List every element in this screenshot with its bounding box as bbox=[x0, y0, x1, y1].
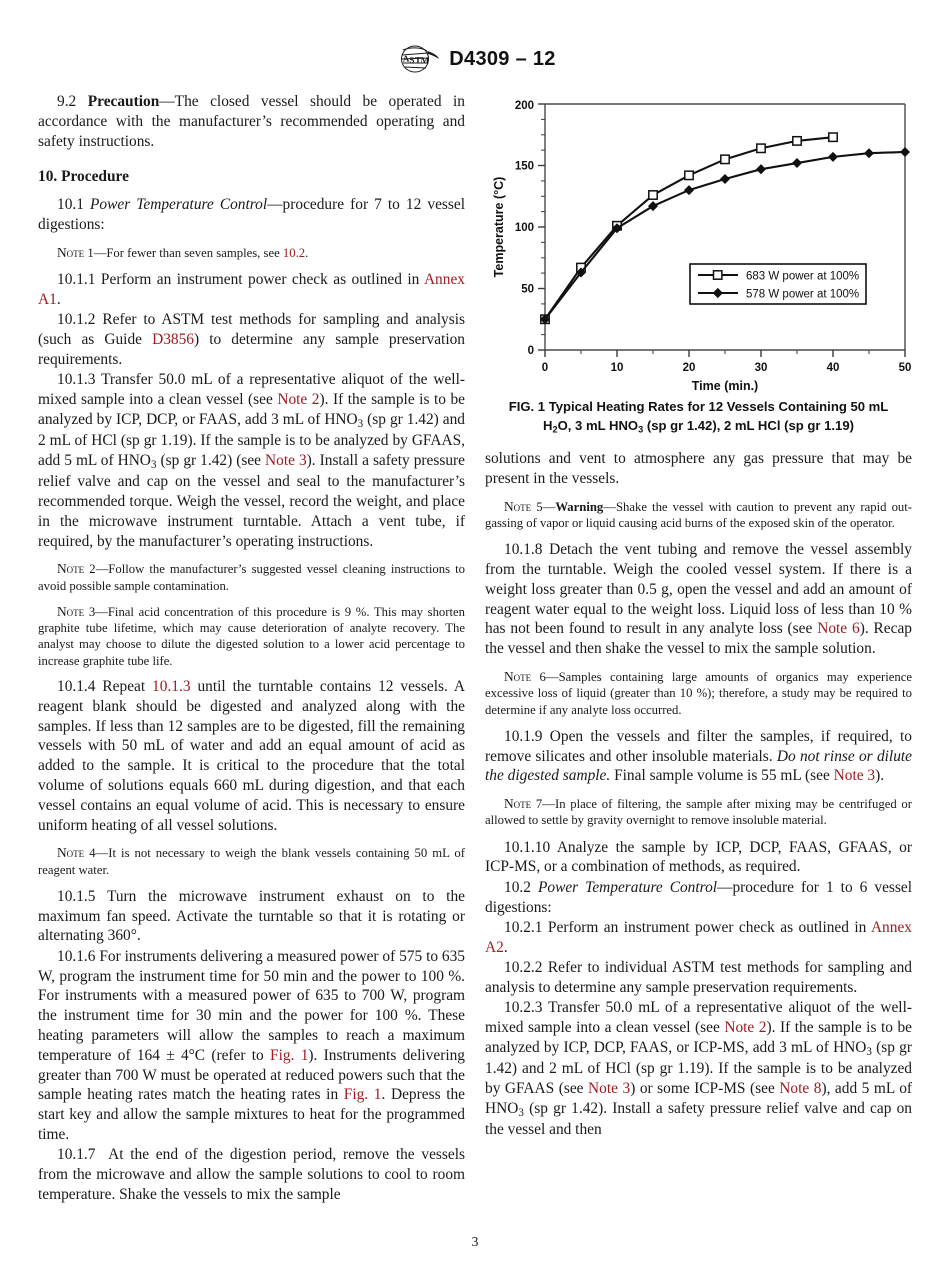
para-text-2: ). If the sample is to be analyzed by ICP, DCP, or FAAS, add 3 mL of HNO bbox=[38, 391, 465, 428]
data-point-filled-diamond bbox=[793, 159, 802, 168]
paragraph-10-2 bbox=[485, 878, 912, 918]
para-number: 10.1.10 bbox=[504, 838, 551, 856]
cross-reference-note-2[interactable]: Note 2 bbox=[724, 1018, 767, 1036]
paragraph-10-1-9 bbox=[485, 727, 912, 786]
legend-label-series-1: 683 W power at 100% bbox=[746, 270, 860, 283]
paragraph-9-2 bbox=[38, 92, 465, 151]
note-text: Shake the vessel with caution to prevent any rapid out-gassing of vapor or liquid causing acid burns of the exposed skin of the operator. bbox=[485, 499, 913, 530]
paragraph-10-1-2 bbox=[38, 310, 465, 369]
data-point-filled-diamond bbox=[685, 186, 694, 195]
cross-reference-note-3[interactable]: Note 3 bbox=[588, 1079, 631, 1097]
x-axis-tick-labels bbox=[542, 362, 912, 374]
para-text-3: (sp gr 1.42) and 2 mL of HCl (sp gr 1.19). If the sample is to be analyzed by GFAAS, add 5 mL of HNO bbox=[38, 410, 465, 469]
subscript-3: 3 bbox=[150, 459, 157, 472]
para-text-before: Refer to ASTM test methods for sampling and analysis (such as Guide bbox=[38, 311, 465, 349]
page-number: 3 bbox=[471, 1234, 479, 1249]
paragraph-10-1-1 bbox=[38, 270, 465, 310]
page-header bbox=[0, 44, 950, 74]
svg-text:T: T bbox=[415, 55, 422, 66]
para-text: At the end of the digestion period, remove the vessels from the microwave and allow the sample solutions to cool to room temperature. Shake the vessels to mix the sample bbox=[38, 1146, 465, 1203]
para-text: procedure for 7 to 12 vessel digestions: bbox=[38, 196, 465, 234]
para-number: 10.1 bbox=[57, 196, 84, 214]
x-axis-label: Time (min.) bbox=[691, 379, 759, 393]
paragraph-10-1 bbox=[38, 195, 465, 235]
data-point-filled-diamond bbox=[829, 153, 838, 162]
chart-axes bbox=[545, 104, 905, 350]
cross-reference-note-2[interactable]: Note 2 bbox=[277, 391, 320, 409]
para-text-3: ). bbox=[875, 767, 885, 785]
note-number: 2— bbox=[84, 562, 109, 577]
note-6 bbox=[485, 668, 912, 718]
para-number: 10.1.3 bbox=[57, 371, 96, 389]
para-text-5: ). Install a safety pressure relief valve and cap on the vessel and seal to the manufacturer’s recommended torque. Weigh the vessel, record the weight, and place in the microwave instrument turntable. Attach a vent tube, if required, by the manufacturer’s operating instructions. bbox=[38, 451, 465, 550]
x-tick-label-10: 10 bbox=[610, 362, 624, 374]
x-tick-label-50: 50 bbox=[898, 362, 912, 374]
y-axis-ticks bbox=[538, 104, 545, 350]
subscript-3: 3 bbox=[357, 417, 364, 430]
cross-reference-note-6[interactable]: Note 6 bbox=[817, 620, 860, 638]
figure-1 bbox=[485, 92, 912, 436]
para-number: 10.1.7 bbox=[57, 1146, 96, 1164]
caption-subscript-3: 3 bbox=[638, 424, 644, 435]
note-label: Note bbox=[57, 845, 85, 861]
para-number: 10.2.3 bbox=[504, 999, 543, 1017]
para-text-2: until the turntable contains 12 vessels. A reagent blank should be digested and analyzed along with the samples. If less than 12 samples are to be digested, fill the remaining vessels with 50 mL of water and add an equal amount of acid as added to the sample. It is critical to the procedure that the total volume of solutions equals 660 mL during digestion, and that each vessel contains an equal volume of acid. This is necessary to ensure uniform heating of all vessel solutions. bbox=[38, 677, 465, 834]
y-axis-label: Temperature (°C) bbox=[492, 176, 506, 278]
svg-text:A: A bbox=[402, 53, 410, 64]
paragraph-10-1-3 bbox=[38, 370, 465, 551]
cross-reference-10-1-3[interactable]: 10.1.3 bbox=[152, 677, 191, 695]
note-number: 6— bbox=[531, 670, 559, 685]
caption-subscript-2: 2 bbox=[552, 424, 558, 435]
note-warning-lead: Warning bbox=[555, 499, 604, 514]
para-title: Power Temperature Control bbox=[90, 196, 268, 214]
cross-reference-10-2[interactable]: 10.2 bbox=[282, 245, 306, 260]
caption-line-2-part-c: (sp gr 1.42), 2 mL HCl (sp gr 1.19) bbox=[643, 417, 854, 433]
paragraph-10-1-7 bbox=[38, 1145, 465, 1204]
heating-rates-line-chart bbox=[485, 92, 912, 393]
x-tick-label-0: 0 bbox=[541, 362, 549, 374]
data-point-open-square bbox=[649, 191, 657, 199]
paragraph-10-1-8 bbox=[485, 540, 912, 659]
caption-line-1: FIG. 1 Typical Heating Rates for 12 Vessels Containing 50 mL bbox=[508, 399, 889, 414]
note-5 bbox=[485, 498, 912, 532]
para-italic-emphasis: Do not rinse or dilute the digested sample. bbox=[485, 747, 912, 785]
caption-line-2-part-a: H bbox=[543, 417, 553, 433]
para-lead: Precaution bbox=[87, 93, 160, 110]
data-point-open-square bbox=[793, 137, 801, 145]
data-point-filled-diamond bbox=[721, 175, 730, 184]
svg-text:S: S bbox=[409, 54, 415, 65]
cross-reference-note-3[interactable]: Note 3 bbox=[833, 767, 876, 785]
figure-caption bbox=[485, 398, 912, 436]
para-number: 9.2 bbox=[57, 93, 77, 110]
note-number: 4— bbox=[84, 846, 109, 861]
cross-reference-annex-a1[interactable]: Annex A1 bbox=[38, 271, 465, 309]
subscript-3: 3 bbox=[866, 1045, 872, 1058]
paragraph-10-2-1 bbox=[485, 918, 912, 958]
para-text-5: ), add 5 mL of HNO bbox=[485, 1079, 913, 1117]
note-text: Follow the manufacturer’s suggested vessel cleaning instructions to avoid possible sample contamination. bbox=[38, 562, 466, 593]
para-text-before: Perform an instrument power check as outlined in bbox=[100, 271, 424, 289]
caption-line-2-part-b: O, 3 mL HNO bbox=[557, 417, 639, 433]
paragraph-10-1-4 bbox=[38, 677, 465, 835]
para-text-6: (sp gr 1.42). Install a safety pressure relief valve and cap on the vessel and then bbox=[485, 1099, 912, 1138]
data-point-open-square bbox=[829, 133, 837, 141]
para-text-1: For instruments delivering a measured power of 575 to 635 W, program the instrument time for 50 min and the power to 100 %. For instruments with a measured power of 635 to 700 W, program the instrument time for 30 min and the power for 100 %. These heating parameters will allow the samples to reach a maximum temperature of 164 ± 4°C (refer to bbox=[38, 947, 465, 1064]
data-point-filled-diamond bbox=[757, 165, 766, 174]
svg-text:M: M bbox=[420, 55, 430, 66]
cross-reference-fig-1[interactable]: Fig. 1 bbox=[343, 1086, 382, 1104]
note-label: Note bbox=[57, 244, 85, 260]
note-text: In place of filtering, the sample after mixing may be centrifuged or allowed to settle by gravity overnight to remove insoluble material. bbox=[485, 797, 912, 828]
note-number: 7— bbox=[531, 797, 555, 812]
note-dash: — bbox=[603, 499, 616, 514]
cross-reference-annex-a2[interactable]: Annex A2 bbox=[485, 918, 912, 956]
para-text: Turn the microwave instrument exhaust on to the maximum fan speed. Activate the turntable so that it is rotating or alternating 360°. bbox=[38, 887, 465, 945]
left-column bbox=[38, 92, 465, 1205]
para-number: 10.1.8 bbox=[504, 541, 543, 559]
note-4 bbox=[38, 844, 465, 878]
data-point-open-square bbox=[685, 171, 693, 179]
note-text: Samples containing large amounts of organics may experience excessive loss of liquid (greater than 10 %); therefore, a study may be required to determine if any analyte loss occurred. bbox=[485, 670, 913, 717]
paragraph-10-2-3 bbox=[485, 998, 912, 1140]
document-designation: D4309 – 12 bbox=[449, 47, 556, 70]
para-number: 10.1.2 bbox=[57, 311, 96, 329]
para-text-1: Transfer 50.0 mL of a representative aliquot of the well-mixed sample into a clean vessel (see bbox=[485, 999, 912, 1036]
chart-legend bbox=[690, 264, 866, 304]
para-text-3: . Depress the start key and allow the sample mixtures to heat for the programmed time. bbox=[38, 1086, 466, 1143]
data-point-open-square bbox=[757, 144, 765, 152]
para-text-1: Detach the vent tubing and remove the vessel assembly from the turntable. Weigh the cooled vessel system. If there is a weight loss greater than 0.5 g, open the vessel and add an amount of reagent water equal to the weight loss. Liquid loss of less than 10 % has not been found to result in any analyte loss (see bbox=[485, 541, 912, 638]
note-label: Note bbox=[57, 561, 85, 577]
para-dash: — bbox=[717, 878, 733, 896]
para-number: 10.2 bbox=[504, 878, 531, 896]
x-tick-label-40: 40 bbox=[826, 362, 840, 374]
paragraph-10-1-5 bbox=[38, 887, 465, 946]
para-number: 10.1.9 bbox=[504, 727, 543, 745]
para-dash: — bbox=[267, 196, 283, 214]
cross-reference-note-3[interactable]: Note 3 bbox=[265, 451, 307, 469]
note-number: 5— bbox=[531, 499, 556, 514]
x-tick-label-20: 20 bbox=[682, 362, 696, 374]
para-text-4: ) or some ICP-MS (see bbox=[630, 1079, 780, 1097]
note-text: It is not necessary to weigh the blank vessels containing 50 mL of reagent water. bbox=[38, 846, 465, 877]
para-text-1: Transfer 50.0 mL of a representative aliquot of the well-mixed sample into a clean vessel (see bbox=[38, 371, 465, 409]
para-text-before: Perform an instrument power check as outlined in bbox=[547, 918, 871, 936]
note-label: Note bbox=[504, 498, 532, 514]
para-number: 10.2.2 bbox=[504, 958, 543, 976]
para-text: Analyze the sample by ICP, DCP, FAAS, GFAAS, or ICP-MS, or a combination of methods, as required. bbox=[485, 838, 912, 876]
note-label: Note bbox=[504, 669, 532, 685]
paragraph-continuation: solutions and vent to atmosphere any gas pressure that may be present in the vessels. bbox=[485, 450, 912, 487]
para-text-1: Repeat bbox=[102, 677, 153, 695]
note-text-after: . bbox=[305, 245, 309, 260]
para-text-2: Final sample volume is 55 mL (see bbox=[610, 767, 834, 785]
note-text: Final acid concentration of this procedure is 9 %. This may shorten graphite tube lifetime, which may cause deterioration of analyte recovery. The analyst may choose to dilute the digested solution to a lower acid percentage to increase graphite tube life. bbox=[38, 604, 465, 668]
para-dash: — bbox=[159, 93, 175, 110]
paragraph-10-2-2 bbox=[485, 958, 912, 998]
para-number: 10.1.5 bbox=[57, 887, 96, 905]
note-label: Note bbox=[504, 796, 532, 812]
data-point-filled-diamond bbox=[901, 148, 910, 157]
para-number: 10.1.1 bbox=[57, 271, 96, 289]
cross-reference-d3856[interactable]: D3856 bbox=[152, 331, 194, 349]
para-text-after: . bbox=[503, 938, 508, 956]
section-heading-10: 10. Procedure bbox=[38, 168, 129, 186]
para-number: 10.1.4 bbox=[57, 677, 96, 695]
data-point-open-square bbox=[721, 155, 729, 163]
para-text-1: Open the vessels and filter the samples, if required, to remove silicates and other insoluble materials. bbox=[485, 727, 912, 765]
chart-container bbox=[485, 92, 912, 393]
paragraph-10-1-6 bbox=[38, 947, 465, 1145]
body-columns bbox=[38, 92, 912, 1232]
note-label: Note bbox=[57, 603, 85, 619]
astm-logo-icon bbox=[394, 44, 440, 74]
note-number: 3— bbox=[84, 604, 108, 619]
para-text: Refer to individual ASTM test methods for sampling and analysis to determine any sample preservation requirements. bbox=[485, 958, 912, 996]
para-title: Power Temperature Control bbox=[537, 878, 718, 896]
para-text: procedure for 1 to 6 vessel digestions: bbox=[485, 878, 912, 916]
y-tick-label-100: 100 bbox=[514, 222, 534, 234]
legend-label-series-2: 578 W power at 100% bbox=[746, 288, 860, 301]
note-1 bbox=[38, 244, 465, 261]
note-number: 1— bbox=[84, 245, 107, 260]
para-text-4: (sp gr 1.42) (see bbox=[156, 451, 266, 469]
figure-text-gap bbox=[485, 436, 912, 449]
para-number: 10.2.1 bbox=[504, 918, 543, 936]
legend-marker-open-square bbox=[714, 271, 722, 279]
note-7 bbox=[485, 795, 912, 829]
para-text-after: ) to determine any sample preservation requirements. bbox=[38, 331, 466, 368]
para-number: 10.1.6 bbox=[57, 947, 96, 965]
x-tick-label-30: 30 bbox=[754, 362, 768, 374]
note-text-before: For fewer than seven samples, see bbox=[106, 245, 283, 260]
para-text: The closed vessel should be operated in accordance with the manufacturer’s recommended operating and safety instructions. bbox=[38, 93, 465, 150]
cross-reference-fig-1[interactable]: Fig. 1 bbox=[270, 1046, 309, 1064]
data-point-filled-diamond bbox=[865, 149, 874, 158]
para-text-2: ). If the sample is to be analyzed by ICP, DCP, FAAS, or ICP-MS, add 3 mL of HNO bbox=[485, 1018, 912, 1056]
para-text-2: ). Instruments delivering greater than 700 W must be operated at reduced powers such that the sample heating rates match the heating rates in bbox=[38, 1046, 466, 1104]
y-tick-label-200: 200 bbox=[514, 100, 534, 112]
y-tick-label-0: 0 bbox=[527, 345, 534, 357]
cross-reference-note-8[interactable]: Note 8 bbox=[779, 1079, 822, 1097]
subscript-3: 3 bbox=[518, 1106, 524, 1119]
paragraph-10-1-10 bbox=[485, 838, 912, 878]
y-axis-tick-labels bbox=[515, 100, 534, 357]
y-tick-label-150: 150 bbox=[514, 160, 534, 173]
para-text-after: . bbox=[56, 291, 61, 309]
note-2 bbox=[38, 560, 465, 594]
para-text-2: ). Recap the vessel and then shake the vessel to mix the sample solution. bbox=[485, 620, 912, 658]
y-tick-label-50: 50 bbox=[521, 283, 534, 296]
note-3 bbox=[38, 603, 465, 669]
para-text-3: (sp gr 1.42) and 2 mL of HCl (sp gr 1.19). If the sample is to be analyzed by GFAAS (see bbox=[485, 1038, 913, 1097]
right-column bbox=[485, 92, 912, 1140]
